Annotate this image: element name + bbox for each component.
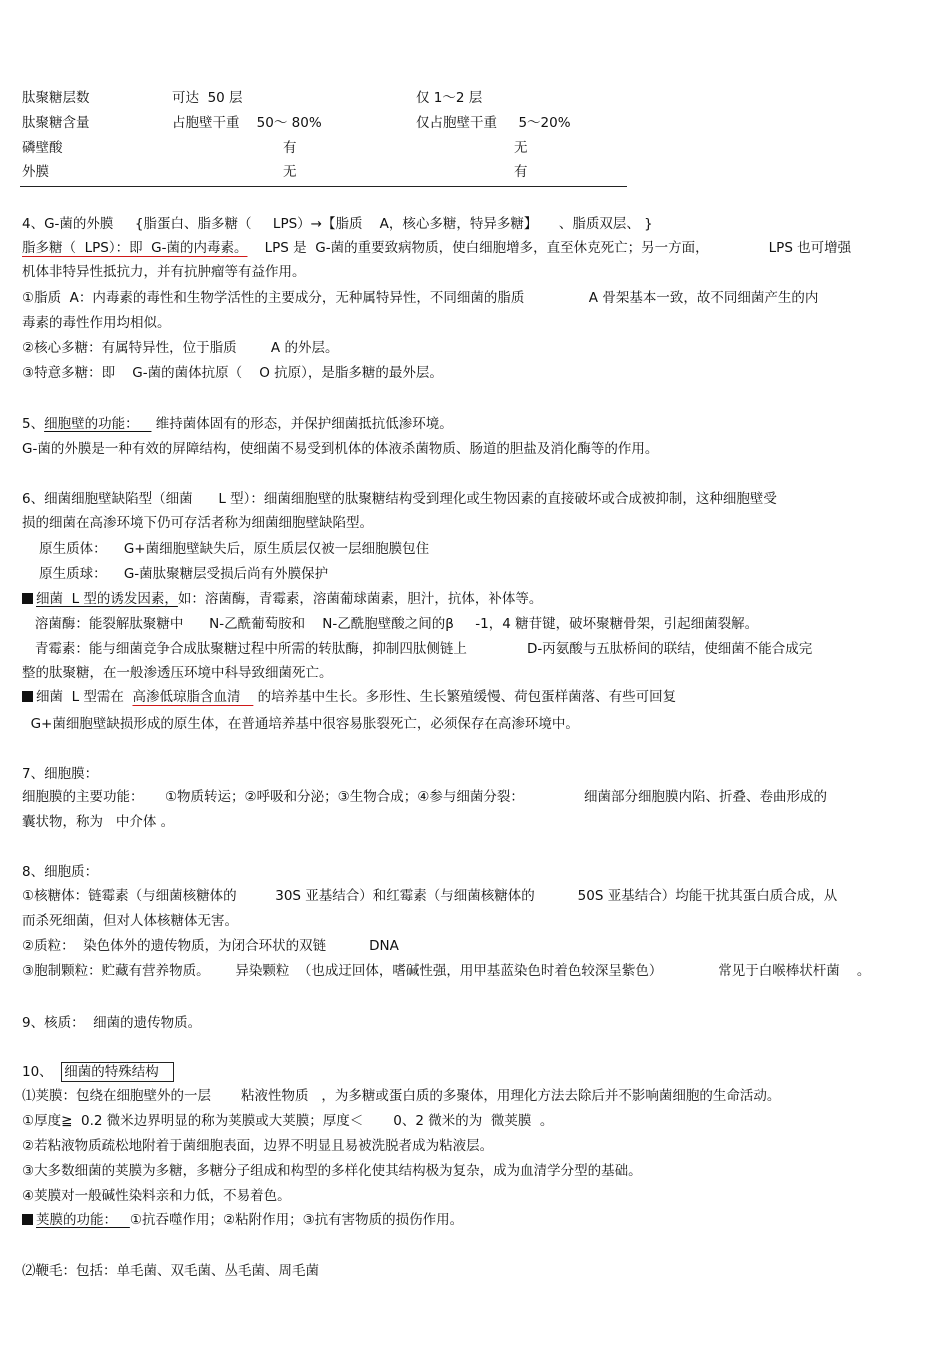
cell-wall-function-label: 细胞壁的功能： [44,416,152,432]
table-row-4-label: 外膜 [22,164,49,180]
lps-description: LPS 是 G-菌的重要致病物质，使白细胞增多，直至休克死亡；另一方面， LPS 也可增强 [247,240,852,256]
table-row-1-label: 肽聚糖层数 [22,90,90,106]
table-row-2-label: 肽聚糖含量 [22,115,90,131]
black-square-bullet-icon [22,691,33,702]
section-5-outer-membrane: G-菌的外膜是一种有效的屏障结构，使细菌不易受到机体的体液杀菌物质、肠道的胆盐及消化酶等的作用。 [22,441,659,457]
l-form-inducers-line [22,593,542,607]
section-8-title: 8、细胞质： [22,864,99,880]
section-10-title [22,1066,174,1080]
capsule-line: ⑴荚膜：包绕在细胞壁外的一层 粘液性物质 ，为多糖或蛋白质的多聚体，用理化方法去除后并不影响菌细胞的生命活动。 [22,1088,781,1104]
section-5-title [22,418,453,432]
section-6-title: 6、细菌细胞壁缺陷型（细菌 L 型）：细菌细胞壁的肽聚糖结构受到理化或生物因素的直接破坏或合成被抑制，这种细胞壁受 [22,491,777,507]
capsule-staining-line: ④荚膜对一般碱性染料亲和力低，不易着色。 [22,1188,291,1204]
protoplast-line: 原生质体： G+菌细胞壁缺失后，原生质层仅被一层细胞膜包住 [22,541,430,557]
table-row-4-gneg: 有 [514,164,528,180]
table-row-3-gpos: 有 [283,140,297,156]
lysozyme-line: 溶菌酶：能裂解肽聚糖中 N-乙酰葡萄胺和 N-乙酰胞壁酸之间的β -1，4 糖苷键，破坏聚糖骨架，引起细菌裂解。 [22,616,759,632]
special-structures-boxed-label: 细菌的特殊结构 [61,1062,174,1082]
section-7-title: 7、细胞膜： [22,766,99,782]
l-form-inducers-label: 细菌 L 型的诱发因素， [36,591,178,607]
l-form-culture-prefix: 细菌 L 型需在 [36,689,133,705]
table-row-3-gneg: 无 [514,140,528,156]
penicillin-line-cont: 整的肽聚糖，在一般渗透压环境中科导致细菌死亡。 [22,665,333,681]
table-row-1-gneg: 仅 1～2 层 [416,90,483,106]
capsule-thickness-line: ①厚度≧ 0.2 微米边界明显的称为荚膜或大荚膜；厚度＜ 0、2 微米的为 微荚膜 。 [22,1113,554,1129]
specific-polysaccharide-item: ③特意多糖：即 G-菌的菌体抗原（ O 抗原），是脂多糖的最外层。 [22,365,443,381]
l-form-inducers-text: 如：溶菌酶，青霉素，溶菌葡球菌素，胆汁，抗体，补体等。 [177,591,543,607]
section-4-lps-line [22,242,851,256]
ribosome-line-cont: 而杀死细菌，但对人体核糖体无害。 [22,913,238,929]
culture-medium-label: 高渗低琼脂含血清 [132,689,254,705]
plasmid-line: ②质粒： 染色体外的遗传物质，为闭合环状的双链 DNA [22,938,399,954]
granules-line: ③胞制颗粒：贮藏有营养物质。 异染颗粒 （也成迂回体，嗜碱性强，用甲基蓝染色时着色较深呈紫色） 常见于白喉棒状杆菌 。 [22,963,871,979]
capsule-polysaccharide-line: ③大多数细菌的荚膜为多糖，多糖分子组成和构型的多样化使其结构极为复杂，成为血清学分型的基础。 [22,1163,642,1179]
table-row-1-gpos: 可达 50 层 [172,90,243,106]
cell-wall-function-text: 维持菌体固有的形态，并保护细菌抵抗低渗环境。 [151,416,453,432]
black-square-bullet-icon [22,593,33,604]
cell-membrane-functions: 细胞膜的主要功能： ①物质转运；②呼吸和分泌；③生物合成；④参与细菌分裂： 细菌部分细胞膜内陷、折叠、卷曲形成的 [22,789,827,805]
g-positive-protoplast-line: G+菌细胞壁缺损形成的原生体，在普通培养基中很容易胀裂死亡，必须保存在高渗环境中。 [22,716,579,732]
section-6-line-2: 损的细菌在高渗环境下仍可存活者称为细菌细胞壁缺陷型。 [22,515,373,531]
capsule-function-text: ①抗吞噬作用；②粘附作用；③抗有害物质的损伤作用。 [129,1212,464,1228]
core-polysaccharide-item: ②核心多糖：有属特异性，位于脂质 A 的外层。 [22,340,339,356]
section-10-number: 10、 [22,1064,62,1080]
section-4-lps-line-2: 机体非特异性抵抗力，并有抗肿瘤等有益作用。 [22,264,306,280]
section-4-title: 4、G-菌的外膜 {脂蛋白、脂多糖（ LPS）→【脂质 A，核心多糖，特异多糖】 、脂质双层、 } [22,216,653,232]
capsule-function-line [22,1214,463,1228]
lipid-a-item: ①脂质 A：内毒素的毒性和生物学活性的主要成分，无种属特异性，不同细菌的脂质 A 骨架基本一致，故不同细菌产生的内 [22,290,819,306]
capsule-function-label: 荚膜的功能： [36,1212,130,1228]
table-row-2-gpos: 占胞壁干重 50～ 80% [172,115,322,131]
table-row-2-gneg: 仅占胞壁干重 5～20% [416,115,571,131]
spheroplast-line: 原生质球： G-菌肽聚糖层受损后尚有外膜保护 [22,566,329,582]
penicillin-line: 青霉素：能与细菌竞争合成肽聚糖过程中所需的转肽酶，抑制四肽侧链上 D-丙氨酸与五肽桥间的联结，使细菌不能合成完 [22,641,813,657]
cell-membrane-functions-cont: 囊状物，称为 中介体 。 [22,814,175,830]
section-5-number: 5、 [22,416,45,432]
flagella-line: ⑵鞭毛：包括：单毛菌、双毛菌、丛毛菌、周毛菌 [22,1263,319,1279]
table-row-4-gpos: 无 [283,164,297,180]
l-form-culture-text: 的培养基中生长。多形性、生长繁殖缓慢、荷包蛋样菌落、有些可回复 [253,689,677,705]
section-9-title: 9、核质： 细菌的遗传物质。 [22,1015,202,1031]
l-form-culture-line [22,691,676,705]
slime-layer-line: ②若粘液物质疏松地附着于菌细胞表面，边界不明显且易被洗脱者成为粘液层。 [22,1138,494,1154]
black-square-bullet-icon [22,1214,33,1225]
table-bottom-rule [20,186,627,187]
table-row-3-label: 磷壁酸 [22,140,63,156]
ribosome-line: ①核糖体：链霉素（与细菌核糖体的 30S 亚基结合）和红霉素（与细菌核糖体的 50S 亚基结合）均能干扰其蛋白质合成，从 [22,888,838,904]
lps-definition: 脂多糖（ LPS）：即 G-菌的内毒素。 [22,240,248,256]
lipid-a-item-cont: 毒素的毒性作用均相似。 [22,315,171,331]
